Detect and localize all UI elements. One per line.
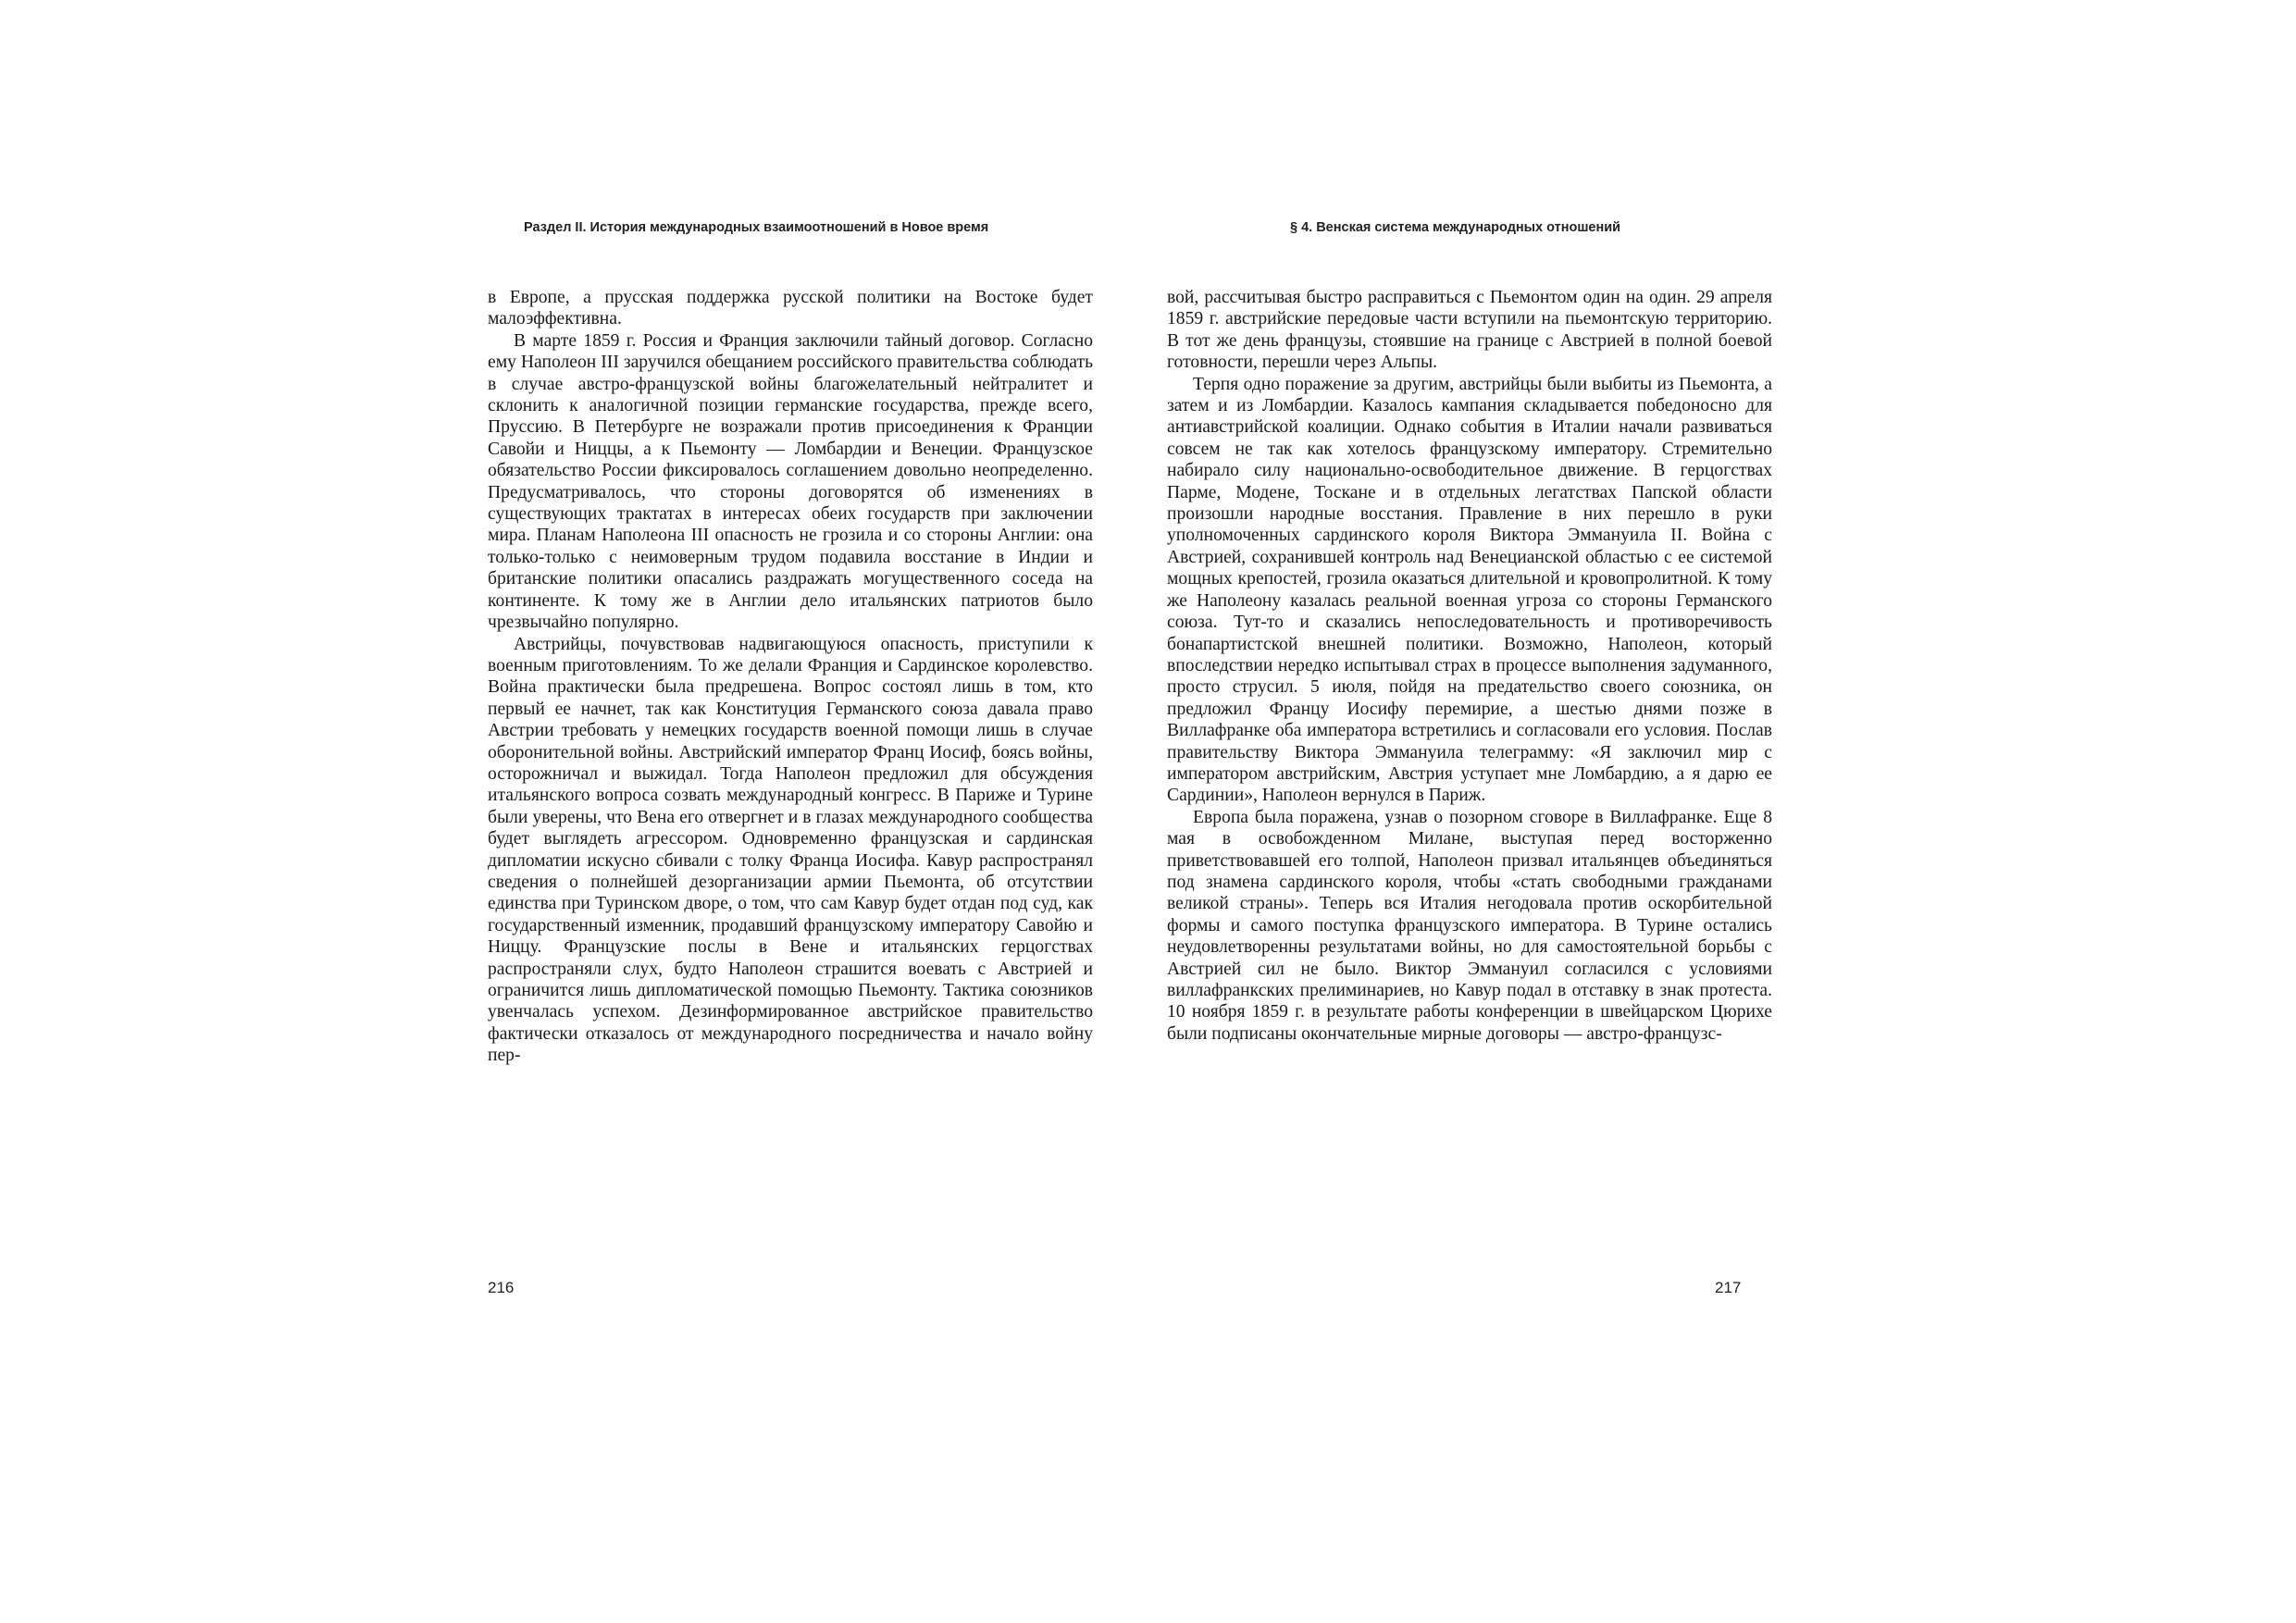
paragraph: Терпя одно поражение за другим, австрийцы были выбиты из Пьемонта, а затем и из Ломбардии. Казалось кампания складывается победоносно для антиавстрийской коалиции. Однако события в Италии начали развиваться совсем не так как хотелось французскому императору. Стремительно набирало силу национально-освободительное движение. В герцогствах Парме, Модене, Тоскане и в отдельных легатствах Папской области произошли народные восстания. Правление в них перешло в руки уполномоченных сардинского короля Виктора Эммануила II. Война с Австрией, сохранившей контроль над Венецианской областью с ее системой мощных крепостей, грозила оказаться длительной и кровопролитной. К тому же Наполеону казалась реальной военная угроза со стороны Германского союза. Тут-то и сказались непоследовательность и противоречивость бонапартистской внешней политики. Возможно, Наполеон, который впоследствии нередко испытывал страх в процессе выполнения задуманного, просто струсил. 5 июля, пойдя на предательство своего союзника, он предложил Францу Иосифу перемирие, а шестью днями позже в Виллафранке оба императора встретились и согласовали его условия. Послав правительству Виктора Эммануила телеграмму: «Я заключил мир с императором австрийским, Австрия уступает мне Ломбардию, а я дарю ее Сардинии», Наполеон вернулся в Париж.	[1167, 374, 1772, 806]
paragraph: Европа была поражена, узнав о позорном сговоре в Виллафранке. Еще 8 мая в освобожденном Милане, выступая перед восторженно приветствовавшей его толпой, Наполеон призвал итальянцев объединяться под знамена сардинского короля, чтобы «стать свободными гражданами великой страны». Теперь вся Италия негодовала против оскорбительной формы и самого поступка французского императора. В Турине остались неудовлетворенны результатами войны, но для самостоятельной борьбы с Австрией сил не было. Виктор Эммануил согласился с условиями виллафранкских прелиминариев, но Кавур подал в отставку в знак протеста. 10 ноября 1859 г. в результате работы конференции в швейцарском Цюрихе были подписаны окончательные мирные договоры — австро-французс-	[1167, 807, 1772, 1044]
page-number-right: 217	[1715, 1279, 1742, 1296]
page-number-left: 216	[488, 1279, 515, 1296]
paragraph: в Европе, а прусская поддержка русской политики на Востоке будет малоэффективна.	[488, 288, 1093, 329]
running-head-left: Раздел II. История международных взаимоотношений в Новое время	[524, 220, 989, 235]
paragraph: Австрийцы, почувствовав надвигающуюся опасность, приступили к военным приготовлениям. То же делали Франция и Сардинское королевство. Война практически была предрешена. Вопрос состоял лишь в том, кто первый ее начнет, так как Конституция Германского союза давала право Австрии требовать у немецких государств военной помощи лишь в случае оборонительной войны. Австрийский император Франц Иосиф, боясь войны, осторожничал и выжидал. Тогда Наполеон предложил для обсуждения итальянского вопроса созвать международный конгресс. В Париже и Турине были уверены, что Вена его отвергнет и в глазах международного сообщества будет выглядеть агрессором. Одновременно французская и сардинская дипломатии искусно сбивали с толку Франца Иосифа. Кавур распространял сведения о полнейшей дезорганизации армии Пьемонта, об отсутствии единства при Туринском дворе, о том, что сам Кавур будет отдан под суд, как государственный изменник, продавший французскому императору Савойю и Ниццу. Французские послы в Вене и итальянских герцогствах распространяли слух, будто Наполеон страшится воевать с Австрией и ограничится лишь дипломатической помощью Пьемонту. Тактика союзников увенчалась успехом. Дезинформированное австрийское правительство фактически отказалось от международного посредничества и начало войну пер-	[488, 634, 1093, 1066]
right-page	[1148, 0, 2296, 1623]
paragraph: вой, рассчитывая быстро расправиться с Пьемонтом один на один. 29 апреля 1859 г. австрийские передовые части вступили на пьемонтскую территорию. В тот же день французы, стоявшие на границе с Австрией в полной боевой готовности, перешли через Альпы.	[1167, 288, 1772, 373]
paragraph: В марте 1859 г. Россия и Франция заключили тайный договор. Согласно ему Наполеон III заручился обещанием российского правительства соблюдать в случае австро-французской войны благожелательный нейтралитет и склонить к аналогичной позиции германские государства, прежде всего, Пруссию. В Петербурге не возражали против присоединения к Франции Савойи и Ниццы, а к Пьемонту — Ломбардии и Венеции. Французское обязательство России фиксировалось соглашением довольно неопределенно. Предусматривалось, что стороны договорятся об изменениях в существующих трактатах в интересах обеих государств при заключении мира. Планам Наполеона III опасность не грозила и со стороны Англии: она только-только с неимоверным трудом подавила восстание в Индии и британские политики опасались раздражать могущественного соседа на континенте. К тому же в Англии дело итальянских патриотов было чрезвычайно популярно.	[488, 330, 1093, 633]
running-head-right: § 4. Венская система международных отношений	[1290, 220, 1621, 235]
body-text-left	[488, 287, 1093, 1067]
body-text-right	[1167, 287, 1772, 1045]
